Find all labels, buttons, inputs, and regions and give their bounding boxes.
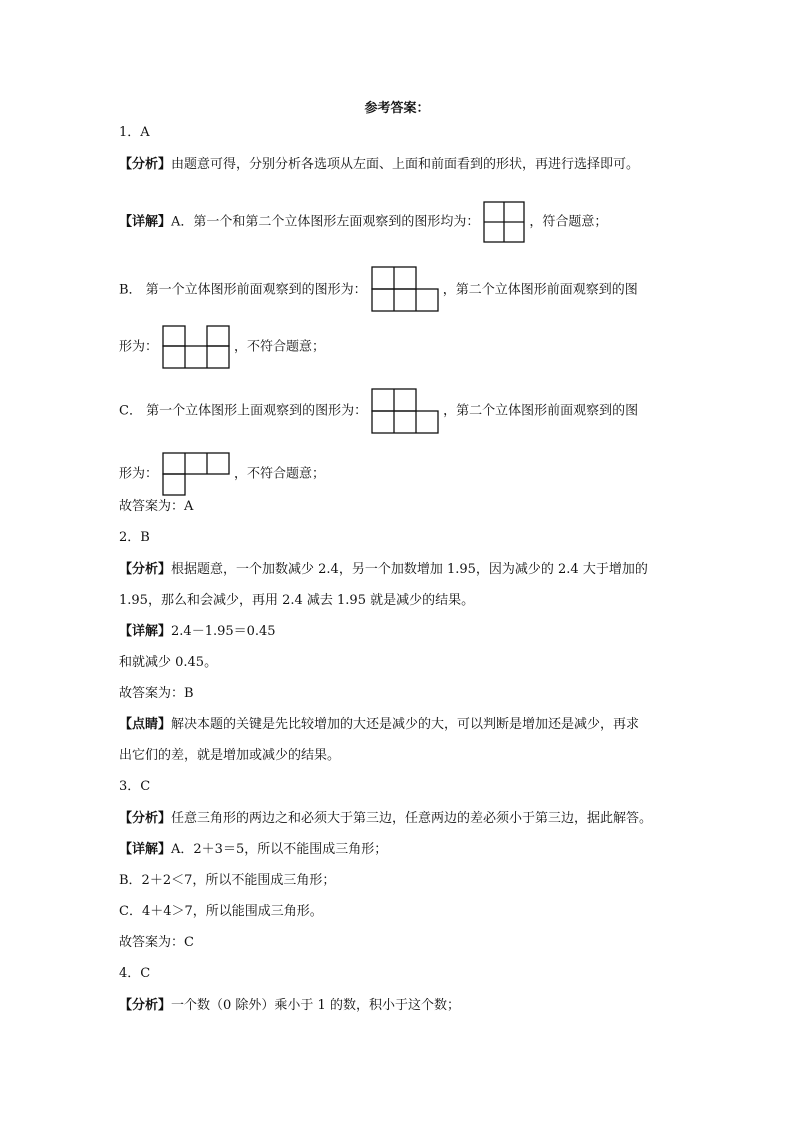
note-text: 解决本题的关键是先比较增加的大还是减少的大，可以判断是增加还是减少，再求 — [171, 717, 640, 732]
note-tag: 【点睛】 — [119, 717, 172, 732]
detail-text: 2.4－1.95＝0.45 — [171, 624, 276, 639]
answer-1-detail-a — [119, 201, 607, 243]
answer-3-analysis — [119, 810, 652, 828]
answer-3-detail-b: B．2＋2＜7，所以不能围成三角形； — [119, 873, 336, 888]
answer-2-conclusion: 故答案为：B — [119, 686, 194, 701]
answer-1-conclusion: 故答案为：A — [119, 499, 194, 514]
detail-text-before: 形为： — [119, 466, 159, 482]
answer-1-detail-c-cont — [119, 452, 325, 496]
detail-text-after: ，不符合题意； — [234, 339, 326, 355]
answer-2-analysis-cont: 1.95，那么和会减少，再用 2.4 减去 1.95 就是减少的结果。 — [119, 593, 475, 608]
detail-text-after: ，不符合题意； — [234, 466, 326, 482]
answer-2-note — [119, 716, 639, 734]
answer-1-detail-c — [119, 388, 638, 434]
analysis-tag: 【分析】 — [119, 157, 172, 172]
detail-tag: 【详解】 — [119, 214, 172, 230]
detail-text-after: ，第二个立体图形前面观察到的图 — [443, 403, 639, 419]
answer-4-number: 4．C — [119, 966, 151, 981]
answer-3-detail — [119, 841, 387, 859]
answer-2-detail — [119, 623, 276, 641]
answer-2-detail-cont: 和就减少 0.45。 — [119, 655, 218, 670]
answer-1-number: 1．A — [119, 125, 150, 140]
answer-2-number: 2．B — [119, 530, 150, 545]
detail-text-before: 形为： — [119, 339, 159, 355]
answer-1-detail-b-cont — [119, 325, 325, 369]
analysis-text: 任意三角形的两边之和必须大于第三边，任意两边的差必须小于第三边，据此解答。 — [171, 811, 653, 826]
detail-text-before: C． 第一个立体图形上面观察到的图形为： — [119, 403, 368, 419]
analysis-tag: 【分析】 — [119, 562, 172, 577]
detail-text-before: A．第一个和第二个立体图形左面观察到的图形均为： — [171, 214, 480, 230]
grid-figure-front-3 — [162, 452, 230, 496]
grid-figure-top-1 — [371, 388, 439, 434]
detail-text: A．2＋3＝5，所以不能围成三角形； — [171, 842, 388, 857]
answer-4-analysis — [119, 997, 460, 1015]
answer-1-detail-b — [119, 266, 638, 314]
answer-1-analysis — [119, 156, 639, 174]
analysis-text: 由题意可得，分别分析各选项从左面、上面和前面看到的形状，再进行选择即可。 — [171, 157, 640, 172]
analysis-tag: 【分析】 — [119, 998, 172, 1013]
answer-2-note-cont: 出它们的差，就是增加或减少的结果。 — [119, 748, 341, 763]
detail-text-after: ，符合题意； — [529, 214, 608, 230]
answer-3-conclusion: 故答案为：C — [119, 935, 194, 950]
analysis-tag: 【分析】 — [119, 811, 172, 826]
detail-text-after: ，第二个立体图形前面观察到的图 — [442, 282, 638, 298]
page-title: 参考答案： — [364, 101, 430, 116]
answer-3-number: 3．C — [119, 779, 151, 794]
answer-3-detail-c: C．4＋4＞7，所以能围成三角形。 — [119, 904, 323, 919]
answer-2-analysis — [119, 561, 648, 579]
detail-text-before: B． 第一个立体图形前面观察到的图形为： — [119, 282, 367, 298]
grid-figure-front-1 — [371, 266, 439, 314]
detail-tag: 【详解】 — [119, 842, 172, 857]
grid-figure-front-2 — [162, 325, 230, 369]
analysis-text: 根据题意，一个加数减少 2.4，另一个加数增加 1.95，因为减少的 2.4 大于增加的 — [171, 562, 648, 577]
detail-tag: 【详解】 — [119, 624, 172, 639]
grid-figure-2x2 — [483, 201, 525, 243]
analysis-text: 一个数（0 除外）乘小于 1 的数，积小于这个数； — [171, 998, 460, 1013]
